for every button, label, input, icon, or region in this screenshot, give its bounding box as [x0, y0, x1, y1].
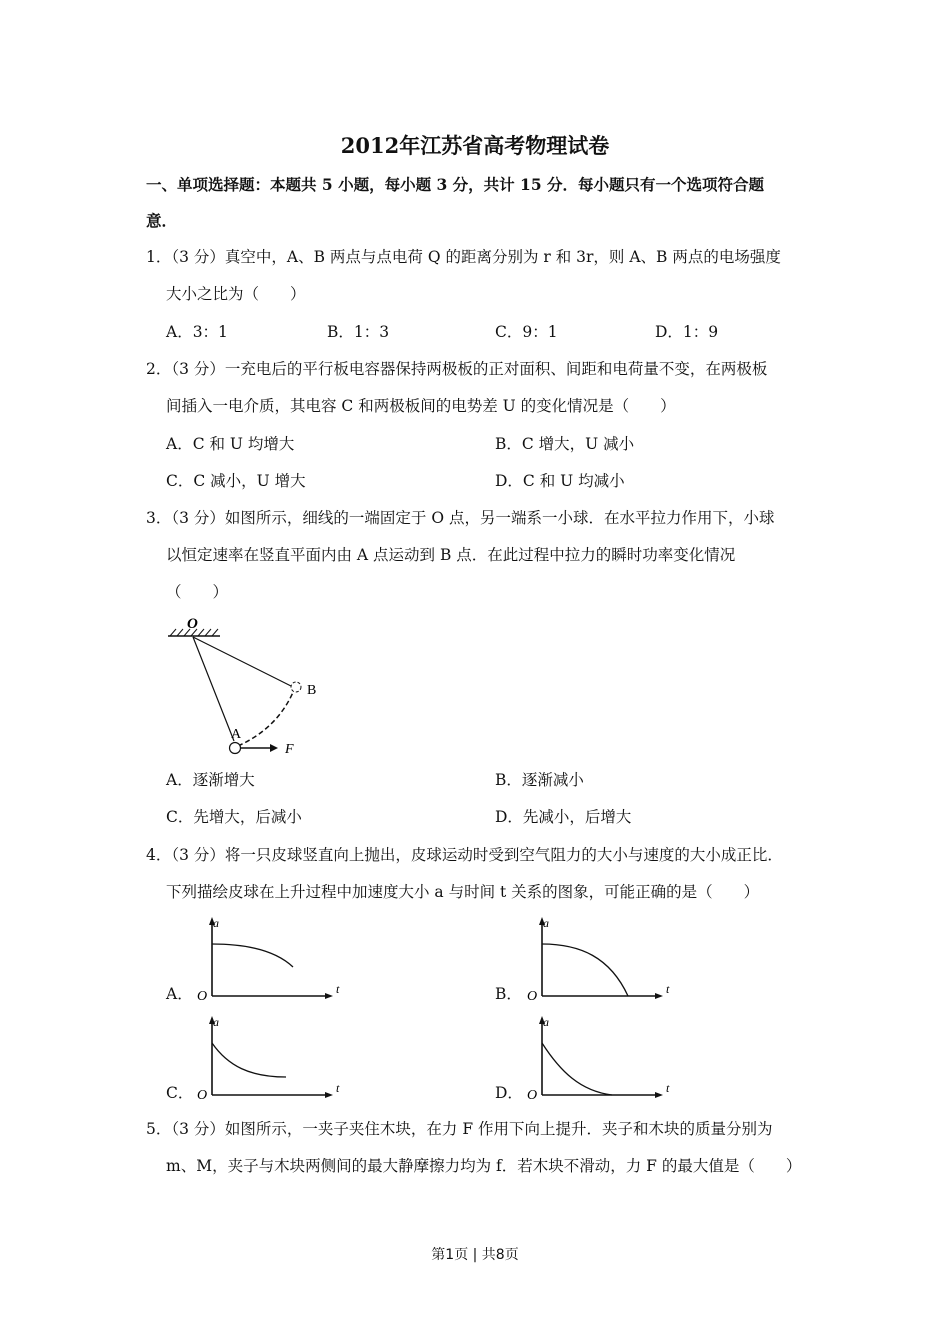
svg-text:O: O: [197, 989, 208, 1004]
page-footer: 第1页 | 共8页: [431, 1247, 519, 1263]
question-2-text: 2．（3 分）一充电后的平行板电容器保持两极板的正对面积、间距和电荷量不变，在两极板: [146, 360, 768, 378]
question-5-text-cont: m、M，夹子与木块两侧间的最大静摩擦力均为 f．若木块不滑动，力 F 的最大值是（ ）: [166, 1157, 802, 1175]
question-1-text: 1．（3 分）真空中，A、B 两点与点电荷 Q 的距离分别为 r 和 3r，则 A、B 两点的电场强度: [146, 248, 781, 266]
svg-text:t: t: [336, 982, 340, 996]
label-a: A: [231, 727, 242, 742]
string-b: [193, 637, 291, 686]
graph-d: [520, 1011, 680, 1103]
label-f: F: [285, 742, 294, 757]
curve-c: [212, 1043, 286, 1077]
q1-option-a[interactable]: A．3：1: [166, 323, 228, 341]
curve-a: [212, 944, 293, 967]
svg-text:a: a: [213, 916, 219, 930]
q4-option-b[interactable]: B．: [495, 985, 522, 1003]
q4-option-c[interactable]: C．: [166, 1084, 194, 1102]
svg-text:t: t: [336, 1081, 340, 1095]
force-arrowhead: [270, 744, 278, 752]
graph-c: [190, 1011, 350, 1103]
section-heading: 一、单项选择题：本题共 5 小题，每小题 3 分，共计 15 分．每小题只有一个选项符合题: [146, 175, 765, 194]
question-3-text: 3．（3 分）如图所示，细线的一端固定于 O 点，另一端系一小球．在水平拉力作用下，小球: [146, 509, 775, 527]
question-1-text-cont: 大小之比为（ ）: [166, 285, 306, 303]
question-4-text: 4．（3 分）将一只皮球竖直向上抛出，皮球运动时受到空气阻力的大小与速度的大小成正比．: [146, 846, 783, 864]
q2-option-b[interactable]: B．C 增大，U 减小: [495, 435, 635, 453]
q1-option-c[interactable]: C．9：1: [495, 323, 558, 341]
string-a: [193, 637, 234, 741]
question-3-text-paren: （ ）: [166, 583, 229, 601]
section-heading-cont: 意．: [146, 211, 178, 230]
svg-text:O: O: [197, 1088, 208, 1103]
question-5-text: 5．（3 分）如图所示，一夹子夹住木块，在力 F 作用下向上提升．夹子和木块的质量分别为: [146, 1120, 773, 1138]
svg-text:O: O: [527, 1088, 538, 1103]
page-title: 2012年江苏省高考物理试卷: [340, 133, 610, 158]
q1-option-d[interactable]: D．1：9: [655, 323, 719, 341]
question-2-text-cont: 间插入一电介质，其电容 C 和两极板间的电势差 U 的变化情况是（ ）: [166, 397, 676, 415]
svg-text:t: t: [666, 1081, 670, 1095]
q2-option-c[interactable]: C．C 减小，U 增大: [166, 472, 306, 490]
label-b: B: [307, 683, 317, 698]
svg-text:a: a: [213, 1015, 219, 1029]
q1-option-b[interactable]: B．1：3: [327, 323, 390, 341]
ball-b: [291, 682, 301, 692]
svg-text:t: t: [666, 982, 670, 996]
q2-option-a[interactable]: A．C 和 U 均增大: [166, 435, 295, 453]
curve-b: [542, 944, 628, 996]
question-3-text-cont: 以恒定速率在竖直平面内由 A 点运动到 B 点．在此过程中拉力的瞬时功率变化情况: [166, 546, 736, 564]
pendulum-figure: [160, 614, 340, 764]
q2-option-d[interactable]: D．C 和 U 均减小: [495, 472, 625, 490]
q3-option-b[interactable]: B．逐渐减小: [495, 771, 584, 789]
label-o: O: [187, 616, 198, 632]
q3-option-c[interactable]: C．先增大，后减小: [166, 808, 302, 826]
q3-option-a[interactable]: A．逐渐增大: [166, 771, 255, 789]
svg-text:O: O: [527, 989, 538, 1004]
q4-option-a[interactable]: A．: [166, 985, 193, 1003]
svg-text:a: a: [543, 916, 549, 930]
arc-path: [238, 690, 294, 746]
q4-option-d[interactable]: D．: [495, 1084, 523, 1102]
curve-d: [542, 1043, 612, 1095]
graph-a: [190, 912, 350, 1004]
question-4-text-cont: 下列描绘皮球在上升过程中加速度大小 a 与时间 t 关系的图象，可能正确的是（ ）: [166, 883, 760, 901]
ball-a: [230, 743, 241, 754]
q3-option-d[interactable]: D．先减小，后增大: [495, 808, 632, 826]
svg-text:a: a: [543, 1015, 549, 1029]
graph-b: [520, 912, 680, 1004]
